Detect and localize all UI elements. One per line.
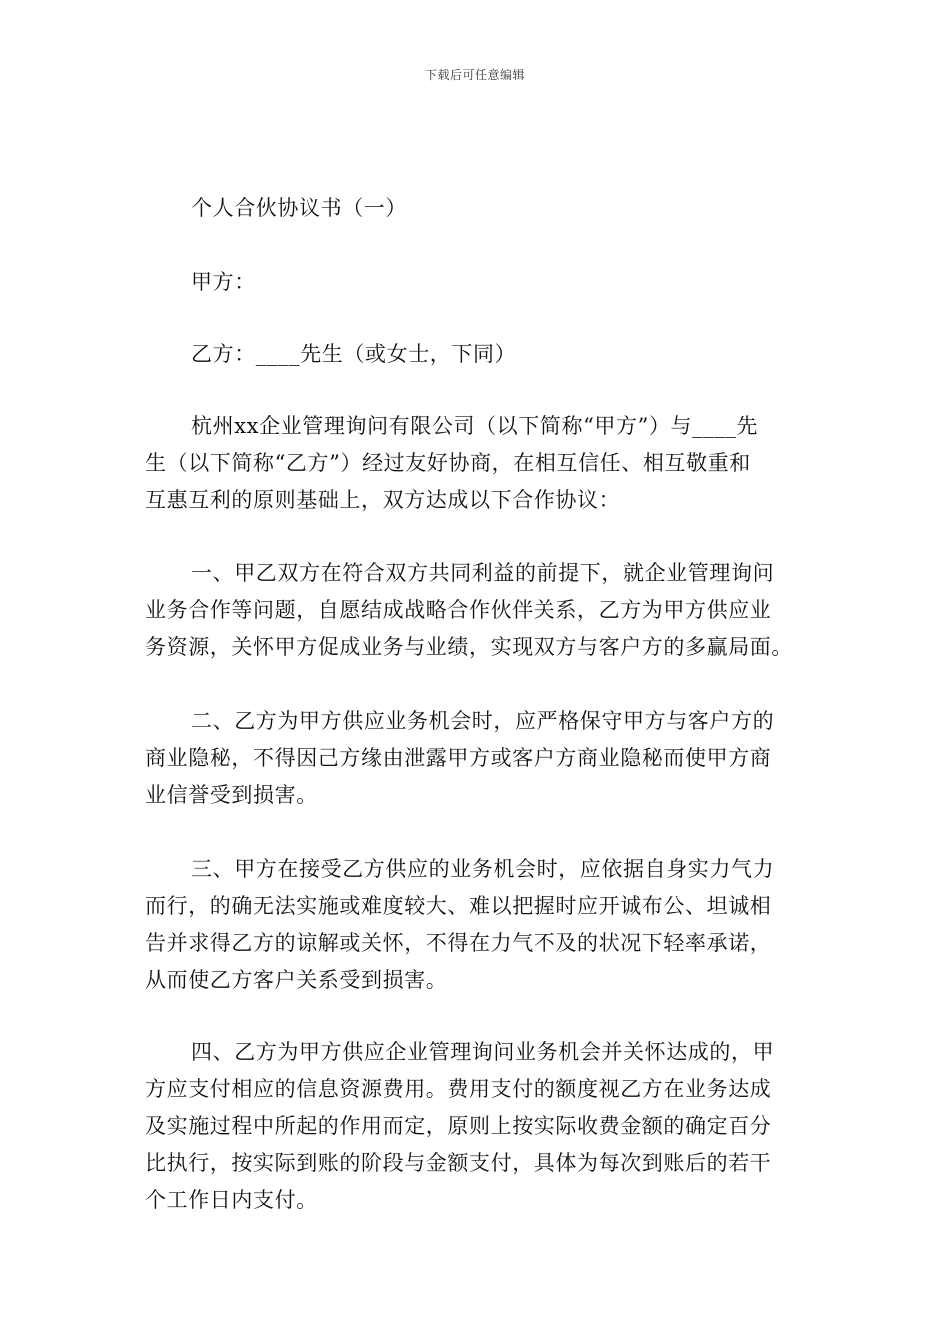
document-title: 个人合伙协议书（一） xyxy=(191,196,407,220)
paragraph-line: 一、甲乙双方在符合双方共同利益的前提下，就企业管理询问 xyxy=(191,561,775,585)
party-b-label: 乙方：____先生（或女士，下同） xyxy=(191,342,517,366)
paragraph-line: 四、乙方为甲方供应企业管理询问业务机会并关怀达成的，甲 xyxy=(191,1040,775,1064)
clause-1-paragraph xyxy=(145,555,805,666)
paragraph-line: 而行，的确无法实施或难度较大、难以把握时应开诚布公、坦诚相 xyxy=(145,894,772,918)
paragraph-line: 杭州xx企业管理询问有限公司（以下简称“甲方”）与____先 xyxy=(191,414,759,438)
paragraph-line: 生（以下简称“乙方”）经过友好协商，在相互信任、相互敬重和 xyxy=(145,451,751,475)
intro-paragraph xyxy=(145,408,805,519)
paragraph-line: 二、乙方为甲方供应业务机会时，应严格保守甲方与客户方的 xyxy=(191,709,775,733)
header-note: 下载后可任意编辑 xyxy=(424,68,525,82)
paragraph-line: 业务合作等问题，自愿结成战略合作伙伴关系，乙方为甲方供应业 xyxy=(145,598,772,622)
paragraph-line: 及实施过程中所起的作用而定，原则上按实际收费金额的确定百分 xyxy=(145,1114,772,1138)
paragraph-line: 业信誉受到损害。 xyxy=(145,783,318,807)
party-a-label: 甲方： xyxy=(191,270,256,294)
clause-3-paragraph xyxy=(145,851,805,999)
paragraph-line: 从而使乙方客户关系受到损害。 xyxy=(145,968,448,992)
paragraph-line: 务资源，关怀甲方促成业务与业绩，实现双方与客户方的多赢局面。 xyxy=(145,635,793,659)
clause-4-paragraph xyxy=(145,1034,805,1219)
paragraph-line: 三、甲方在接受乙方供应的业务机会时，应依据自身实力气力 xyxy=(191,857,775,881)
paragraph-line: 告并求得乙方的谅解或关怀，不得在力气不及的状况下轻率承诺， xyxy=(145,931,772,955)
clause-2-paragraph xyxy=(145,703,805,814)
paragraph-line: 商业隐秘，不得因己方缘由泄露甲方或客户方商业隐秘而使甲方商 xyxy=(145,746,772,770)
paragraph-line: 个工作日内支付。 xyxy=(145,1188,318,1212)
paragraph-line: 比执行，按实际到账的阶段与金额支付，具体为每次到账后的若干 xyxy=(145,1151,772,1175)
paragraph-line: 方应支付相应的信息资源费用。费用支付的额度视乙方在业务达成 xyxy=(145,1077,772,1101)
paragraph-line: 互惠互利的原则基础上，双方达成以下合作协议： xyxy=(145,488,621,512)
